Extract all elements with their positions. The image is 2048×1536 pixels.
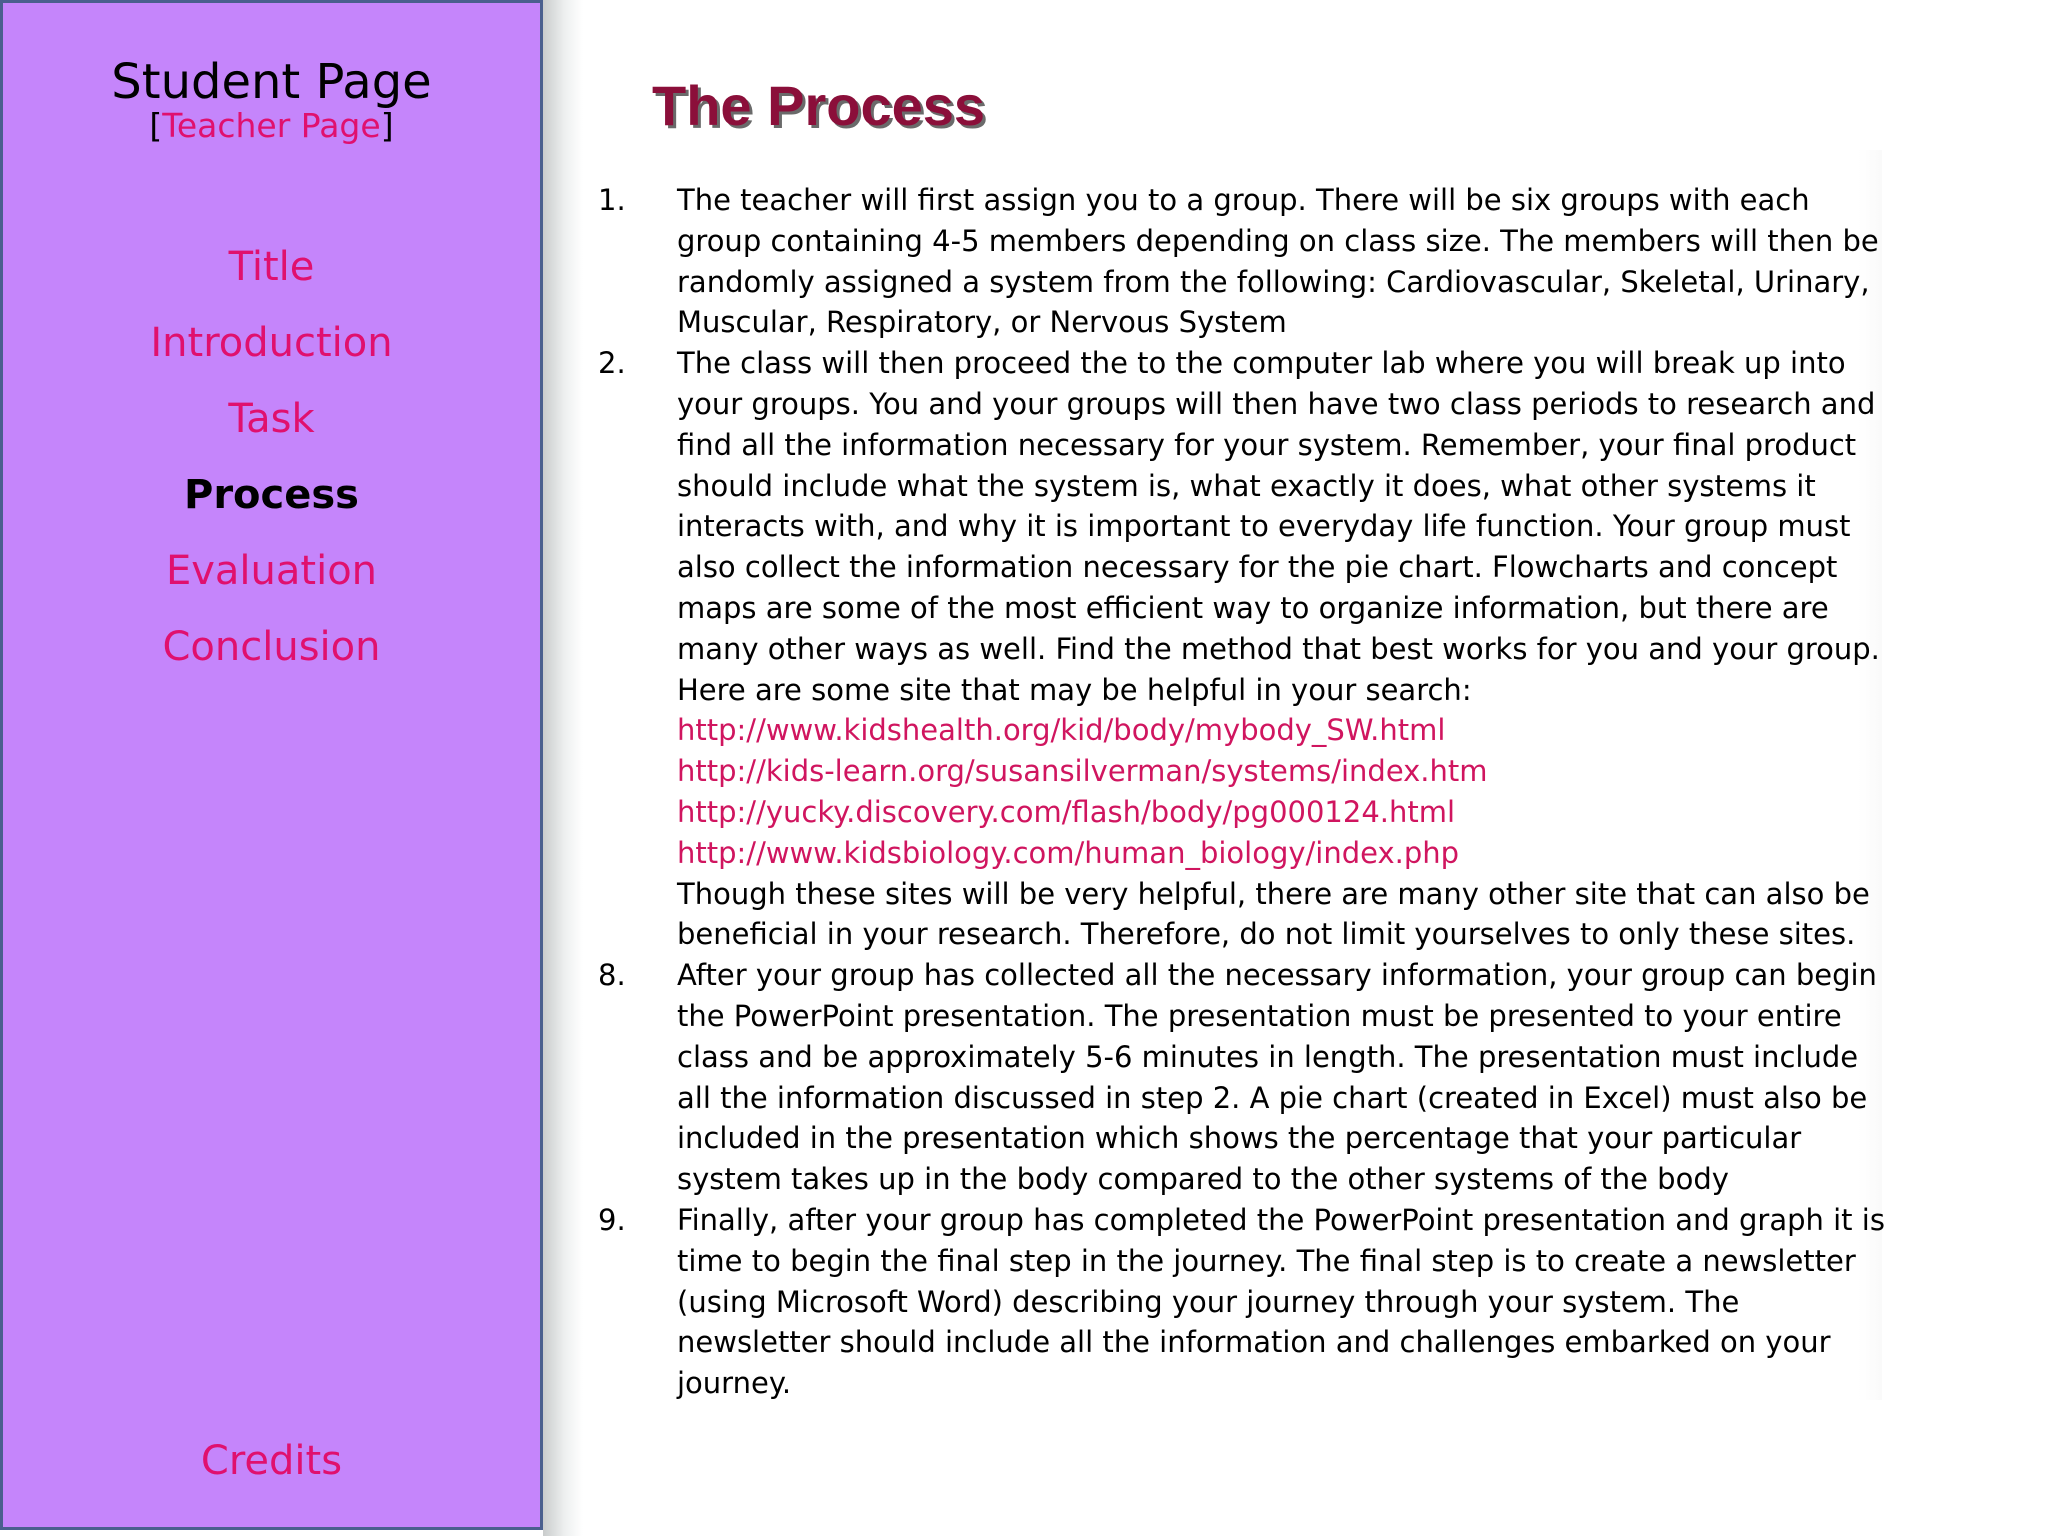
step-item [598, 343, 1888, 955]
sidebar [0, 0, 543, 1530]
step-followup-text: Though these sites will be very helpful, there are many other site that can also be beneficial in your research. Therefore, do not limit yourselves to only these sites. [677, 876, 1870, 952]
resource-link-kidshealth[interactable]: http://www.kidshealth.org/kid/body/mybody_SW.html [677, 713, 1446, 748]
nav-item-evaluation[interactable]: Evaluation [165, 548, 378, 594]
step-item [598, 955, 1888, 1200]
step-number: 2. [598, 346, 626, 381]
bracket-open: [ [149, 106, 163, 145]
nav-item-task[interactable]: Task [228, 396, 315, 442]
step-text: After your group has collected all the necessary information, your group can begin the PowerPoint presentation. The presentation must be presented to your entire class and be approximately 5-6 minutes in length. The presentation must include all the information discussed in step 2. A pie chart (created in Excel) must also be included in the presentation which shows the percentage that your particular system takes up in the body compared to the other systems of the body [677, 958, 1877, 1197]
nav-item-process[interactable]: Process [184, 472, 359, 518]
resource-link-kidsbiology[interactable]: http://www.kidsbiology.com/human_biology/index.php [677, 835, 1460, 870]
page-title: The Process [652, 74, 986, 137]
step-number: 1. [598, 183, 626, 217]
step-number: 9. [598, 1202, 626, 1237]
sidebar-title: Student Page [111, 54, 432, 110]
nav-item-introduction[interactable]: Introduction [150, 320, 393, 366]
teacher-page-link[interactable]: Teacher Page [162, 106, 381, 145]
nav-item-credits[interactable]: Credits [200, 1438, 343, 1484]
nav-item-conclusion[interactable]: Conclusion [162, 624, 381, 670]
step-text: The class will then proceed the to the computer lab where you will break up into your groups. You and your groups will then have two class periods to research and find all the information necessary for your system. Remember, your final product should include what the system is, what exactly it does, what other systems it interacts with, and why it is important to everyday life function. Your group must also collect the information necessary for the pie chart. Flowcharts and concept maps are some of the most efficient way to organize information, but there are many other ways as well. Find the method that best works for you and your group. Here are some site that may be helpful in your search: [677, 346, 1880, 707]
sidebar-nav [3, 235, 540, 691]
step-text: Finally, after your group has completed the PowerPoint presentation and graph it is time to begin the final step in the journey. The final step is to create a newsletter (using Microsoft Word) describing your journey through your system. The newsletter should include all the information and challenges embarked on your journey. [677, 1202, 1885, 1401]
nav-item-title[interactable]: Title [228, 244, 315, 290]
step-text: The teacher will first assign you to a group. There will be six groups with each group containing 4-5 members depending on class size. The members will then be randomly assigned a system from the following: Cardiovascular, Skeletal, Urinary, Muscular, Respiratory, or Nervous System [677, 183, 1879, 340]
resource-link-yucky-discovery[interactable]: http://yucky.discovery.com/flash/body/pg000124.html [677, 794, 1456, 829]
resource-link-kids-learn[interactable]: http://kids-learn.org/susansilverman/systems/index.htm [677, 754, 1488, 789]
step-item [598, 180, 1888, 343]
sidebar-shadow [543, 0, 583, 1536]
bracket-close: ] [380, 106, 394, 145]
step-number: 8. [598, 958, 626, 993]
step-item [598, 1200, 1888, 1404]
teacher-page-link-wrapper [3, 106, 540, 146]
process-steps-list [598, 180, 1888, 1404]
